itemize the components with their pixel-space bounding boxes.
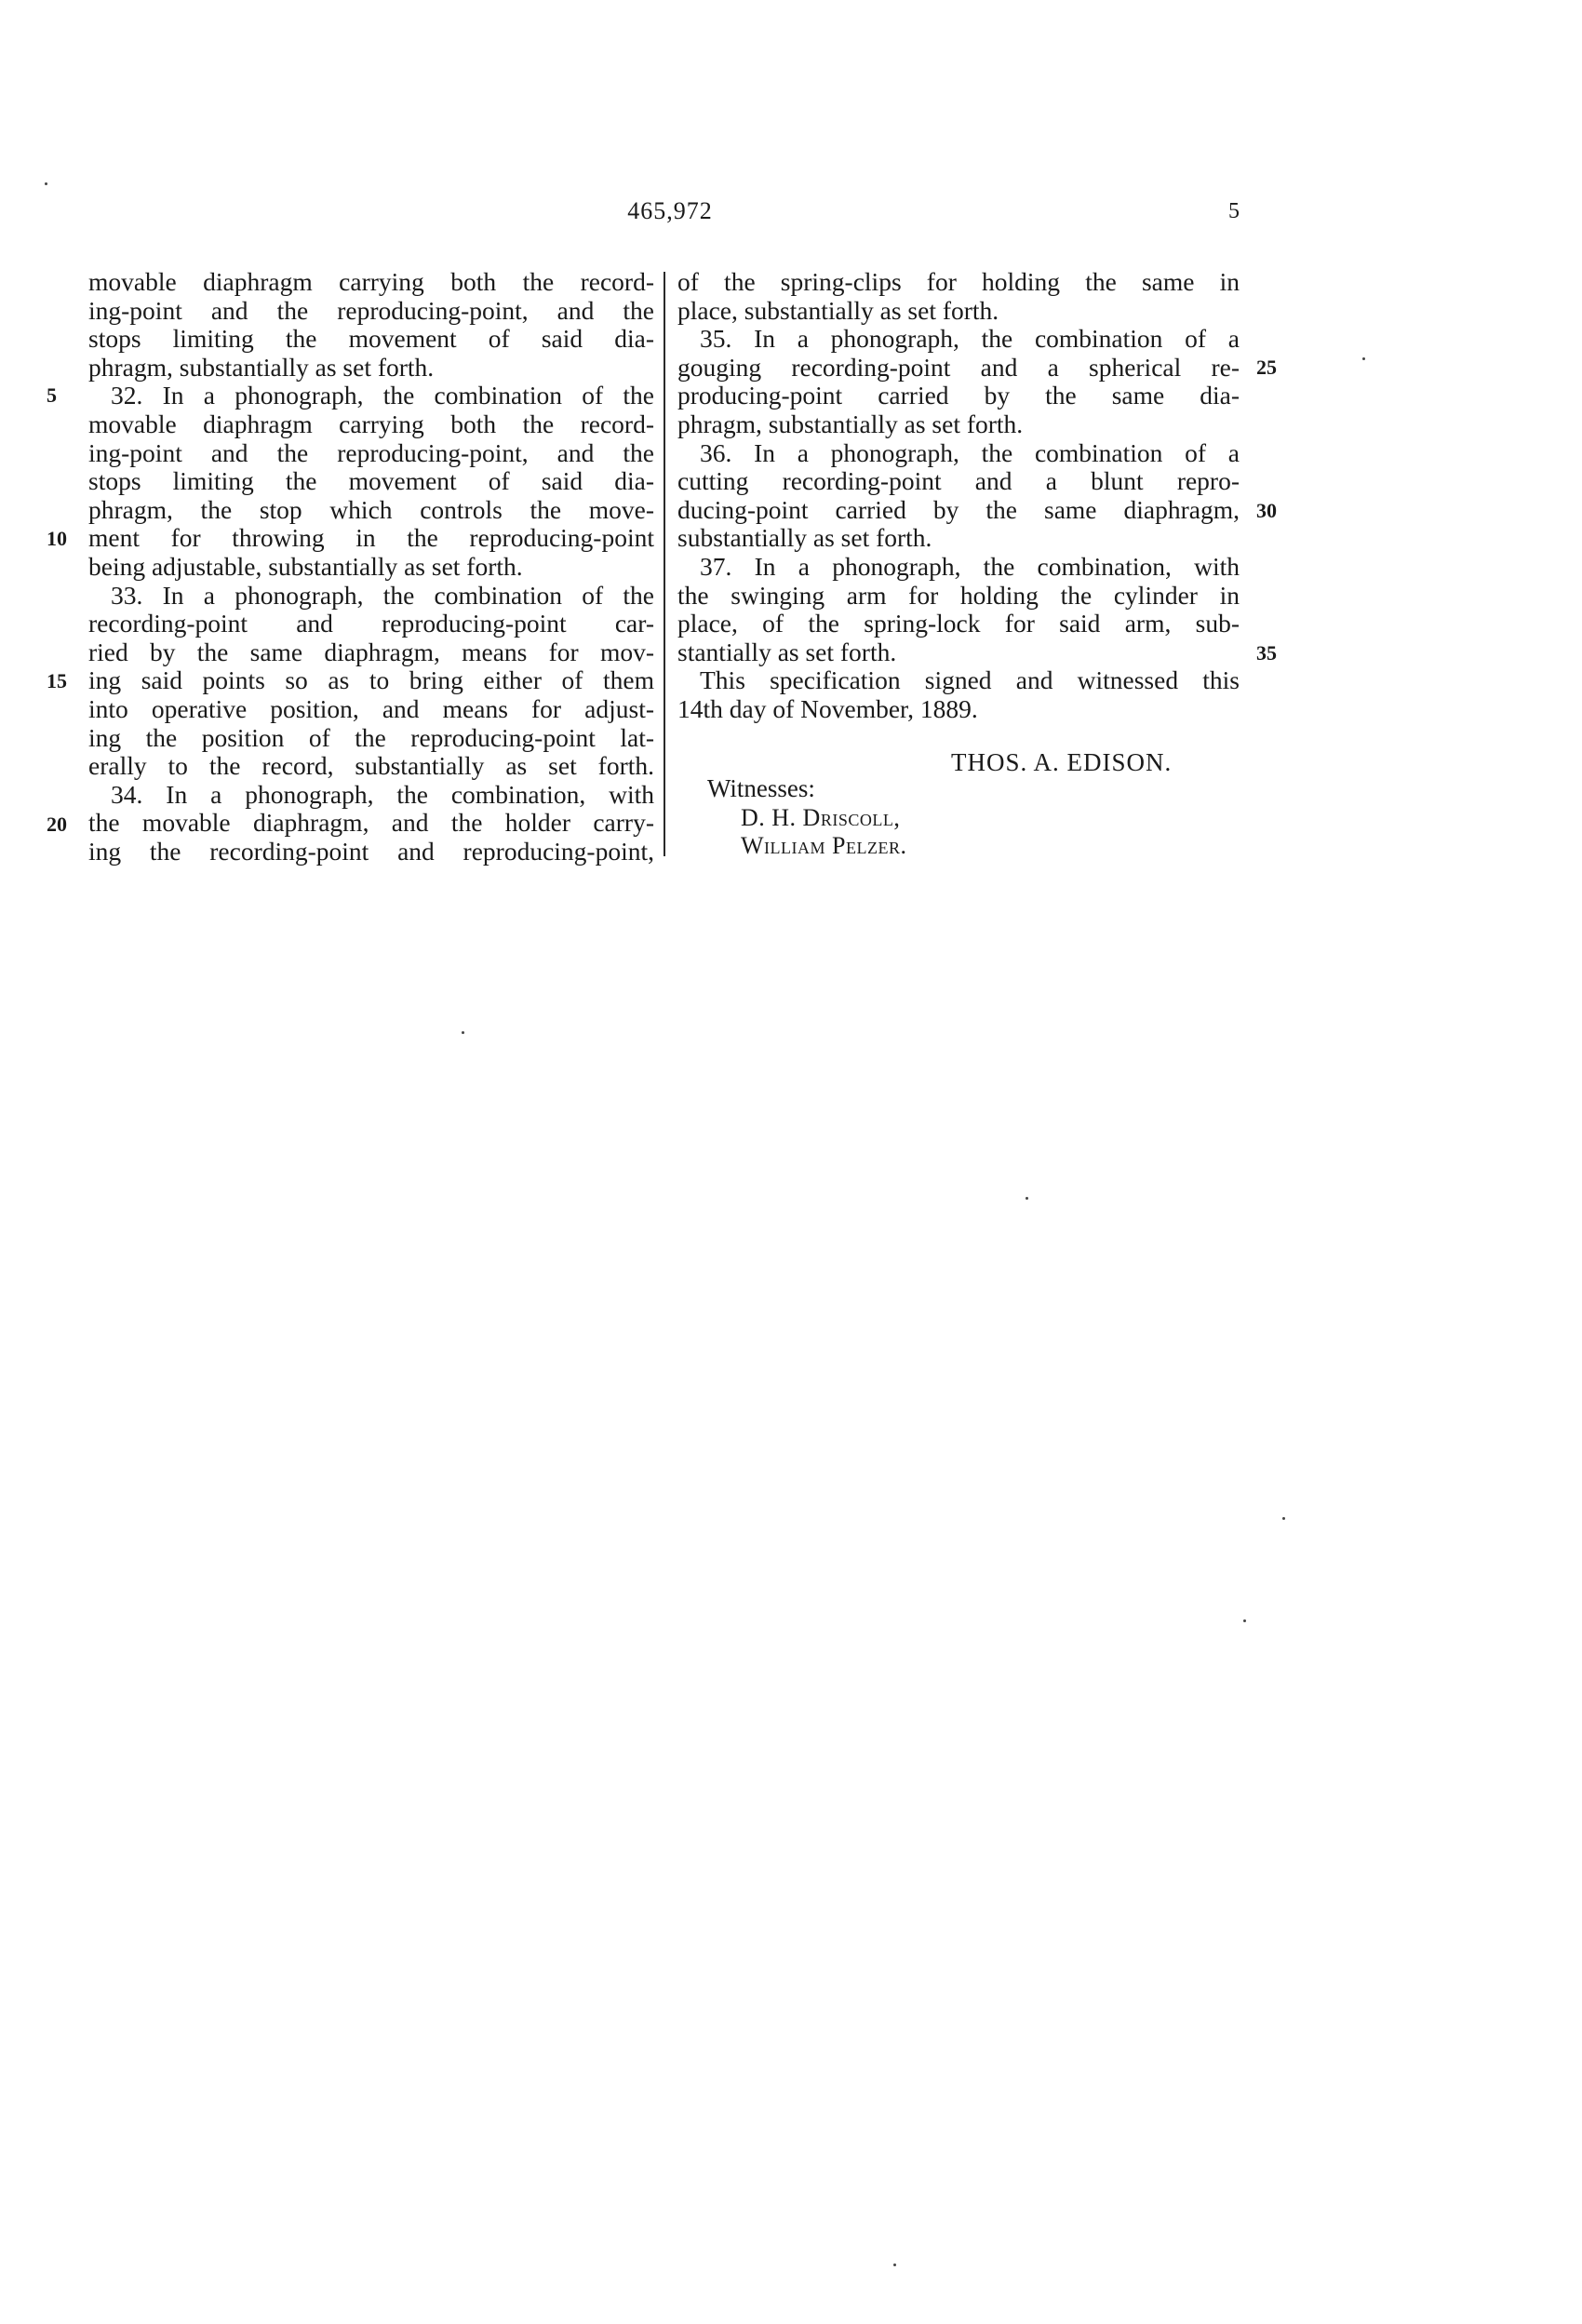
inventor-signature: THOS. A. EDISON.	[951, 748, 1173, 776]
text-line: into operative position, and means for adjust-	[88, 694, 654, 723]
text-line: the movable diaphragm, and the holder carry-	[88, 809, 654, 838]
left-column	[88, 268, 654, 866]
text-line: movable diaphragm carrying both the record-	[88, 410, 654, 438]
scan-speck	[1282, 1517, 1285, 1520]
line-number: 15	[47, 669, 67, 692]
text-line: ing the recording-point and reproducing-point,	[88, 837, 654, 866]
text-line: being adjustable, substantially as set forth.	[88, 552, 523, 581]
text-line: stops limiting the movement of said dia-	[88, 325, 654, 354]
text-line: 36. In a phonograph, the combination of a	[700, 438, 1240, 467]
text-line: of the spring-clips for holding the same in	[677, 268, 1240, 296]
text-line: substantially as set forth.	[677, 524, 932, 553]
text-line: stops limiting the movement of said dia-	[88, 467, 654, 496]
scan-speck	[462, 1031, 464, 1034]
text-line: ing said points so as to bring either of them	[88, 666, 654, 695]
text-line: 33. In a phonograph, the combination of the	[111, 581, 654, 610]
witness-name: William Pelzer.	[741, 832, 907, 859]
line-number: 30	[1256, 499, 1277, 522]
scan-speck	[1026, 1197, 1028, 1200]
text-line: phragm, substantially as set forth.	[88, 353, 435, 382]
line-number: 35	[1256, 641, 1277, 665]
line-number: 25	[1256, 356, 1277, 379]
text-line: the swinging arm for holding the cylinder in	[677, 581, 1240, 610]
text-line: phragm, substantially as set forth.	[677, 410, 1024, 438]
text-line: ing-point and the reproducing-point, and the	[88, 438, 654, 467]
text-line: 32. In a phonograph, the combination of the	[111, 382, 654, 410]
text-line: ing-point and the reproducing-point, and the	[88, 296, 654, 325]
scan-speck	[893, 2264, 896, 2266]
right-column	[677, 268, 1240, 724]
text-line: ducing-point carried by the same diaphragm,	[677, 495, 1240, 524]
column-divider	[664, 272, 665, 856]
text-line: 34. In a phonograph, the combination, with	[111, 780, 654, 809]
text-line: ment for throwing in the reproducing-point	[88, 524, 654, 553]
text-line: phragm, the stop which controls the move-	[88, 495, 654, 524]
line-number: 20	[47, 813, 67, 836]
line-number: 10	[47, 527, 67, 550]
scan-speck	[45, 182, 47, 185]
text-line: This specification signed and witnessed this	[700, 666, 1240, 695]
text-line: recording-point and reproducing-point car-	[88, 610, 654, 638]
text-line: place, of the spring-lock for said arm, sub-	[677, 610, 1240, 638]
text-line: ried by the same diaphragm, means for mov-	[88, 638, 654, 666]
text-line: producing-point carried by the same dia-	[677, 382, 1240, 410]
text-line: ing the position of the reproducing-point lat-	[88, 723, 654, 752]
text-line: place, substantially as set forth.	[677, 296, 999, 325]
page-number: 5	[1228, 199, 1240, 223]
line-number: 5	[47, 383, 57, 407]
scan-speck	[1362, 357, 1365, 360]
text-line: erally to the record, substantially as set forth.	[88, 752, 654, 781]
witness-name: D. H. Driscoll,	[741, 804, 901, 831]
text-line: stantially as set forth.	[677, 638, 897, 666]
text-line: 35. In a phonograph, the combination of a	[700, 325, 1240, 354]
witnesses-label: Witnesses:	[707, 774, 815, 802]
text-line: gouging recording-point and a spherical re-	[677, 353, 1240, 382]
text-line: cutting recording-point and a blunt repro-	[677, 467, 1240, 496]
text-line: 14th day of November, 1889.	[677, 694, 978, 723]
text-line: 37. In a phonograph, the combination, with	[700, 552, 1240, 581]
scan-speck	[1243, 1619, 1246, 1622]
text-line: movable diaphragm carrying both the record-	[88, 268, 654, 296]
patent-number: 465,972	[627, 197, 713, 224]
